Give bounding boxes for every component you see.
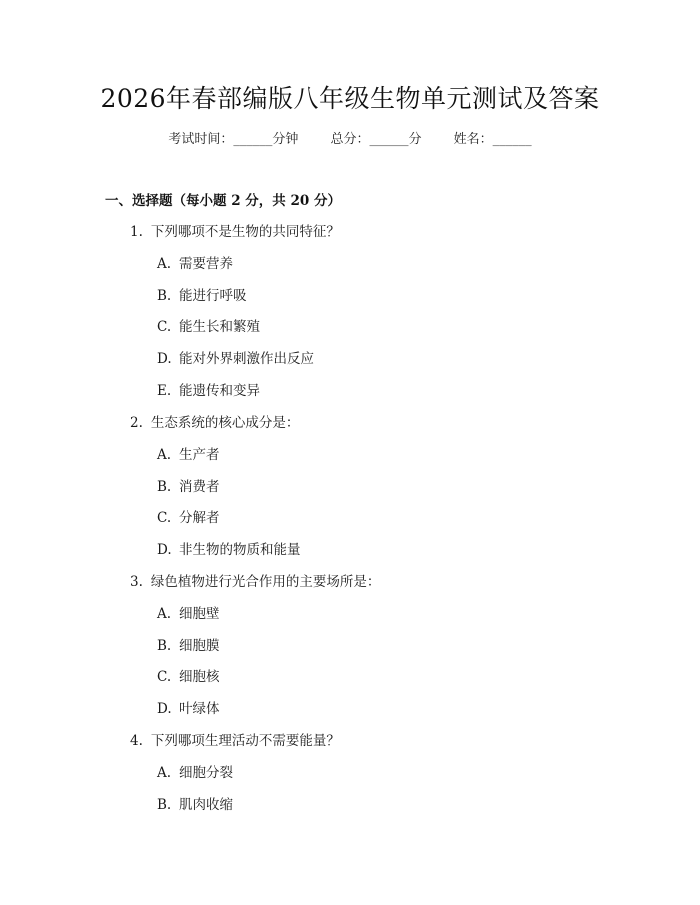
question-1-option-a: [157, 254, 233, 274]
option-letter: E.: [157, 383, 172, 399]
question-number: 3.: [130, 574, 143, 590]
option-text: 细胞壁: [179, 606, 220, 622]
question-text: 生态系统的核心成分是：: [150, 415, 300, 431]
option-letter: B.: [157, 638, 172, 654]
question-4-option-a: [157, 763, 233, 783]
question-1-option-c: [157, 317, 260, 337]
total-score-field: 总分：______分: [330, 132, 422, 147]
page-title: 2026年春部编版八年级生物单元测试及答案: [100, 84, 600, 113]
question-number: 1.: [130, 224, 143, 240]
question-2-option-a: [157, 445, 220, 465]
option-letter: B.: [157, 797, 172, 813]
question-1-option-d: [157, 349, 314, 369]
exam-time-field: 考试时间：______分钟: [168, 132, 299, 147]
question-1: [130, 222, 340, 242]
question-2: [130, 413, 299, 433]
question-3-option-c: [157, 667, 220, 687]
option-text: 非生物的物质和能量: [179, 542, 301, 558]
option-text: 细胞分裂: [179, 765, 233, 781]
option-text: 消费者: [179, 479, 220, 495]
option-text: 能生长和繁殖: [179, 319, 260, 335]
option-text: 细胞核: [179, 669, 220, 685]
exam-meta-line: [0, 130, 700, 150]
option-letter: C.: [157, 669, 172, 685]
option-letter: C.: [157, 510, 172, 526]
student-name-field: 姓名：______: [453, 132, 532, 147]
option-letter: A.: [157, 447, 172, 463]
option-text: 需要营养: [179, 256, 233, 272]
option-letter: A.: [157, 256, 172, 272]
question-2-option-d: [157, 540, 301, 560]
question-1-option-e: [157, 381, 260, 401]
option-text: 分解者: [179, 510, 220, 526]
option-letter: D.: [157, 701, 172, 717]
question-3: [130, 572, 380, 592]
question-text: 绿色植物进行光合作用的主要场所是：: [150, 574, 381, 590]
option-letter: B.: [157, 288, 172, 304]
question-number: 2.: [130, 415, 143, 431]
question-number: 4.: [130, 733, 143, 749]
option-letter: D.: [157, 351, 172, 367]
option-letter: B.: [157, 479, 172, 495]
option-letter: A.: [157, 765, 172, 781]
question-4: [130, 731, 340, 751]
option-text: 生产者: [179, 447, 220, 463]
option-letter: A.: [157, 606, 172, 622]
option-text: 能进行呼吸: [179, 288, 247, 304]
question-4-option-b: [157, 795, 233, 815]
question-3-option-b: [157, 636, 220, 656]
option-letter: C.: [157, 319, 172, 335]
question-2-option-b: [157, 477, 220, 497]
question-text: 下列哪项生理活动不需要能量？: [150, 733, 340, 749]
option-letter: D.: [157, 542, 172, 558]
option-text: 细胞膜: [179, 638, 220, 654]
option-text: 叶绿体: [179, 701, 220, 717]
option-text: 肌肉收缩: [179, 797, 233, 813]
question-3-option-d: [157, 699, 220, 719]
option-text: 能遗传和变异: [179, 383, 260, 399]
option-text: 能对外界刺激作出反应: [179, 351, 314, 367]
question-2-option-c: [157, 508, 220, 528]
question-1-option-b: [157, 286, 247, 306]
question-3-option-a: [157, 604, 220, 624]
section-title: 一、选择题（每小题 2 分，共 20 分）: [105, 193, 341, 209]
question-text: 下列哪项不是生物的共同特征？: [150, 224, 340, 240]
